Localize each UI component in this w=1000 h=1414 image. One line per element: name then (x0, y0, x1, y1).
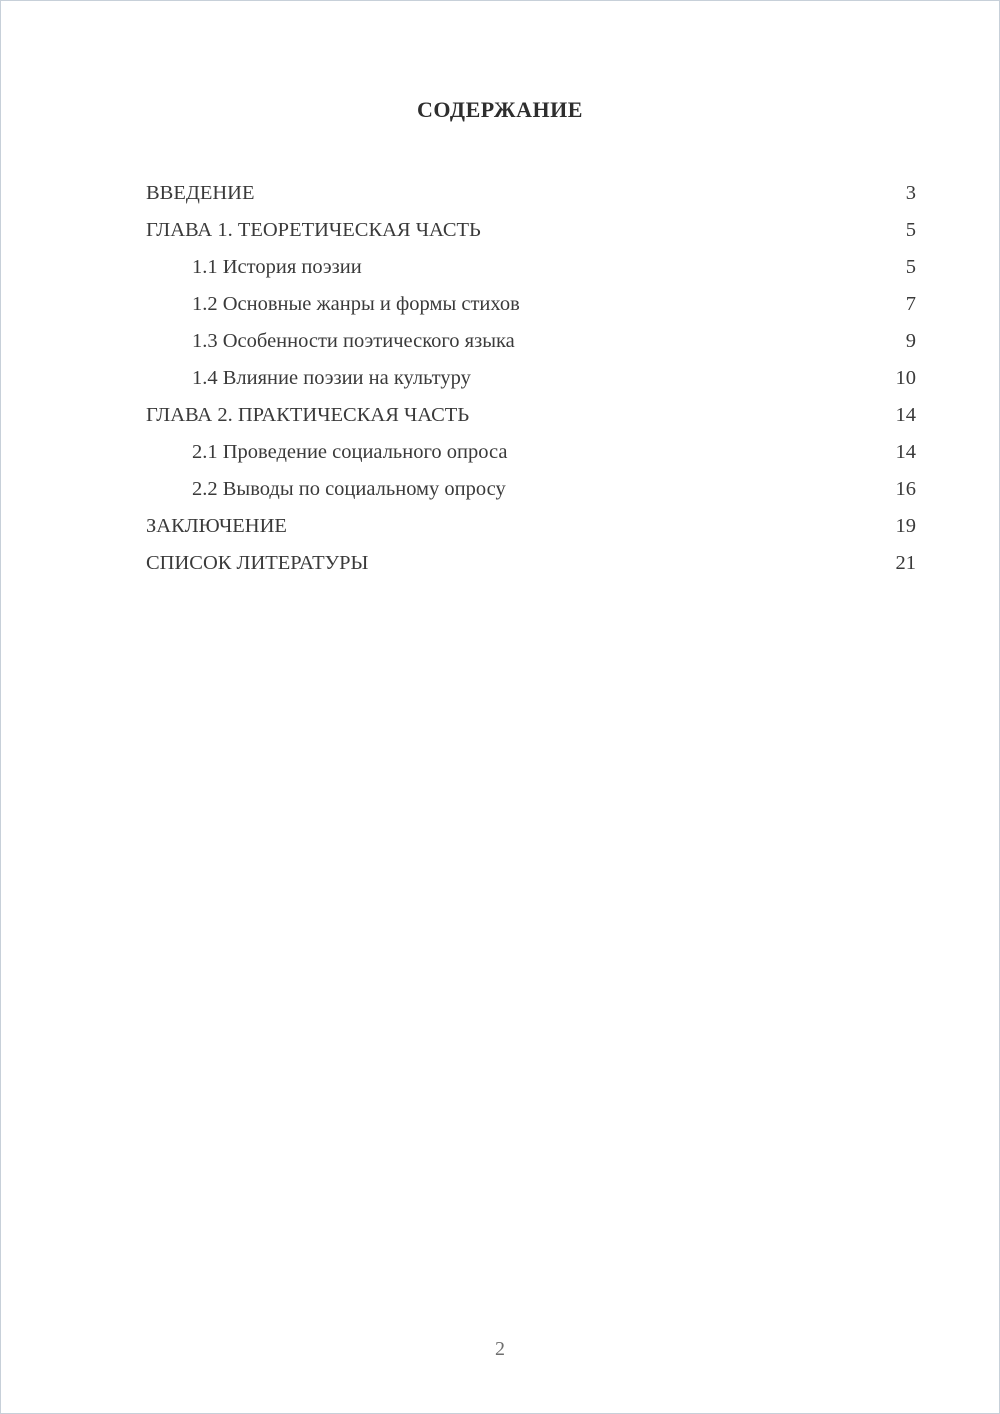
toc-row (146, 545, 916, 582)
toc-row (146, 212, 916, 249)
toc-row (146, 508, 916, 545)
toc-entry-page: 3 (905, 182, 916, 204)
toc-row (146, 175, 916, 212)
toc-entry-label: 2.1 Проведение социального опроса (192, 441, 508, 463)
toc-entry-label: 1.3 Особенности поэтического языка (192, 330, 515, 352)
toc-entry-label: 1.1 История поэзии (192, 256, 362, 278)
toc-entry-page: 7 (905, 293, 916, 315)
toc-entry-label: ГЛАВА 1. ТЕОРЕТИЧЕСКАЯ ЧАСТЬ (146, 219, 481, 241)
toc-entry-label: ЗАКЛЮЧЕНИЕ (146, 515, 287, 537)
toc-entry-label: СПИСОК ЛИТЕРАТУРЫ (146, 552, 369, 574)
toc-row (146, 360, 916, 397)
toc-entry-page: 16 (895, 478, 916, 500)
toc-entry-page: 5 (905, 256, 916, 278)
table-of-contents (146, 175, 916, 582)
page-number: 2 (495, 1338, 505, 1360)
toc-entry-page: 19 (895, 515, 916, 537)
toc-entry-page: 21 (895, 552, 916, 574)
toc-row (146, 249, 916, 286)
toc-entry-label: 1.2 Основные жанры и формы стихов (192, 293, 520, 315)
toc-entry-page: 5 (905, 219, 916, 241)
toc-entry-label: 1.4 Влияние поэзии на культуру (192, 367, 471, 389)
toc-row (146, 397, 916, 434)
toc-row (146, 286, 916, 323)
toc-entry-label: ГЛАВА 2. ПРАКТИЧЕСКАЯ ЧАСТЬ (146, 404, 470, 426)
toc-row (146, 434, 916, 471)
toc-entry-page: 9 (905, 330, 916, 352)
toc-entry-page: 10 (895, 367, 916, 389)
toc-entry-page: 14 (895, 441, 916, 463)
page-title: СОДЕРЖАНИЕ (417, 97, 583, 122)
toc-entry-label: 2.2 Выводы по социальному опросу (192, 478, 506, 500)
toc-entry-label: ВВЕДЕНИЕ (146, 182, 255, 204)
toc-entry-page: 14 (895, 404, 916, 426)
toc-row (146, 323, 916, 360)
toc-row (146, 471, 916, 508)
